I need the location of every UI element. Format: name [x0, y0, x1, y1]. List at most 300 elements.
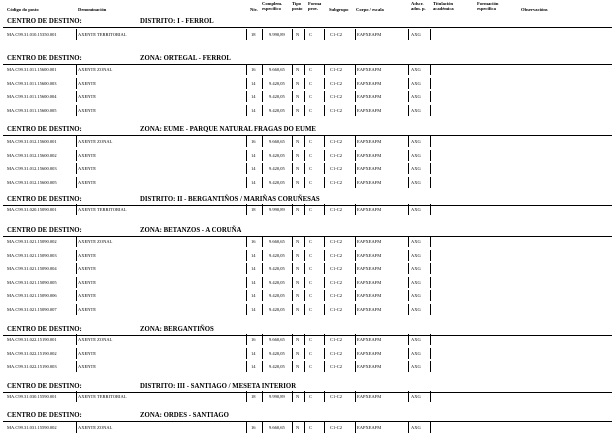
- row-forma: C: [309, 207, 313, 212]
- center-section-header: [0, 54, 615, 64]
- row-complemento: 9.660,65: [269, 337, 285, 342]
- row-forma: C: [309, 179, 313, 185]
- col-header-formacion-l1: Formación: [477, 1, 499, 6]
- cell-divider: [430, 150, 431, 161]
- cell-divider: [292, 177, 293, 188]
- cell-divider: [430, 334, 431, 345]
- cell-divider: [262, 177, 263, 188]
- cell-divider: [76, 290, 77, 301]
- row-forma: C: [309, 279, 313, 285]
- row-niv: 14: [251, 307, 256, 312]
- cell-divider: [430, 64, 431, 75]
- cell-divider: [408, 204, 409, 215]
- table-row: [0, 263, 615, 274]
- row-subgrupo: C1-C2: [330, 279, 343, 285]
- cell-divider: [292, 91, 293, 102]
- row-code: MA.C99.31.010.15350.001: [7, 32, 57, 37]
- row-subgrupo: C1-C2: [330, 394, 343, 399]
- row-corpo: EAPXEAFM: [357, 32, 382, 37]
- cell-divider: [324, 136, 325, 147]
- cell-divider: [355, 361, 356, 372]
- cell-divider: [262, 290, 263, 301]
- cell-divider: [408, 150, 409, 161]
- cell-divider: [292, 250, 293, 261]
- row-complemento: 9.420,05: [269, 279, 285, 285]
- cell-divider: [355, 304, 356, 315]
- table-row: [0, 64, 615, 75]
- center-name: DISTRITO: I - FERROL: [140, 18, 214, 25]
- row-denominacion: AXENTE TERRITORIAL: [78, 32, 127, 37]
- cell-divider: [408, 422, 409, 433]
- row-adscripcion: AXG: [411, 425, 421, 430]
- cell-divider: [246, 29, 247, 40]
- row-subgrupo: C1-C2: [330, 293, 343, 299]
- row-adscripcion: AXG: [411, 67, 421, 72]
- cell-divider: [304, 105, 305, 116]
- row-subgrupo: C1-C2: [330, 152, 343, 158]
- row-complemento: 9.660,65: [269, 239, 285, 244]
- cell-divider: [262, 422, 263, 433]
- row-code: MA.C99.31.021.15090.002: [7, 239, 57, 244]
- cell-divider: [262, 64, 263, 75]
- row-tipo: N: [296, 152, 300, 158]
- col-header-adscr-l1: Adscr.: [411, 1, 424, 6]
- row-adscripcion: AXG: [411, 293, 421, 299]
- cell-divider: [304, 163, 305, 174]
- cell-divider: [304, 361, 305, 372]
- row-corpo: EAPXEAFM: [357, 179, 382, 185]
- row-niv: 14: [251, 107, 256, 113]
- cell-divider: [246, 348, 247, 359]
- row-subgrupo: C1-C2: [330, 107, 343, 113]
- row-subgrupo: C1-C2: [330, 266, 343, 272]
- cell-divider: [292, 277, 293, 288]
- row-adscripcion: AXG: [411, 252, 421, 258]
- cell-divider: [262, 391, 263, 402]
- row-code: MA.C99.31.030.15590.001: [7, 394, 57, 399]
- cell-divider: [304, 91, 305, 102]
- cell-divider: [292, 78, 293, 89]
- col-header-titulacion-l2: académica: [433, 6, 454, 12]
- cell-divider: [292, 263, 293, 274]
- center-name: ZONA: ORTEGAL - FERROL: [140, 55, 231, 62]
- cell-divider: [262, 236, 263, 247]
- row-subgrupo: C1-C2: [330, 139, 343, 144]
- row-adscripcion: AXG: [411, 207, 421, 212]
- row-subgrupo: C1-C2: [330, 425, 343, 430]
- row-corpo: EAPXEAFM: [357, 293, 382, 299]
- row-denominacion: AXENTE: [78, 350, 96, 356]
- row-forma: C: [309, 266, 313, 272]
- cell-divider: [355, 177, 356, 188]
- row-subgrupo: C1-C2: [330, 337, 343, 342]
- row-subgrupo: C1-C2: [330, 166, 343, 172]
- cell-divider: [246, 150, 247, 161]
- center-section-header: [0, 17, 615, 27]
- cell-divider: [324, 391, 325, 402]
- row-denominacion: AXENTE: [78, 364, 96, 370]
- row-adscripcion: AXG: [411, 166, 421, 172]
- row-niv: 16: [251, 67, 256, 72]
- center-name: DISTRITO: III - SANTIAGO / MESETA INTERIOR: [140, 383, 297, 390]
- row-niv: 16: [251, 239, 256, 244]
- cell-divider: [408, 177, 409, 188]
- cell-divider: [324, 150, 325, 161]
- cell-divider: [76, 163, 77, 174]
- row-corpo: EAPXEAFM: [357, 80, 382, 86]
- col-header-forma-l1: Forma: [308, 1, 322, 6]
- cell-divider: [355, 29, 356, 40]
- row-code: MA.C99.31.012.15600.005: [7, 179, 57, 185]
- row-complemento: 9.420,05: [269, 364, 285, 370]
- row-corpo: EAPXEAFM: [357, 152, 382, 158]
- cell-divider: [76, 277, 77, 288]
- table-row: [0, 91, 615, 102]
- center-label: CENTRO DE DESTINO:: [7, 55, 82, 62]
- row-corpo: EAPXEAFM: [357, 139, 382, 144]
- row-niv: 14: [251, 266, 256, 272]
- row-tipo: N: [296, 279, 300, 285]
- cell-divider: [76, 91, 77, 102]
- table-row: [0, 78, 615, 89]
- row-subgrupo: C1-C2: [330, 94, 343, 100]
- row-corpo: EAPXEAFM: [357, 279, 382, 285]
- cell-divider: [355, 250, 356, 261]
- cell-divider: [408, 105, 409, 116]
- row-forma: C: [309, 107, 313, 113]
- row-forma: C: [309, 425, 313, 430]
- table-row: [0, 105, 615, 116]
- center-name: ZONA: BETANZOS - A CORUÑA: [140, 227, 242, 234]
- row-complemento: 9.420,05: [269, 166, 285, 172]
- row-adscripcion: AXG: [411, 107, 421, 113]
- row-complemento: 9.420,05: [269, 266, 285, 272]
- col-header-forma-l2: prov.: [308, 6, 318, 12]
- cell-divider: [408, 277, 409, 288]
- row-denominacion: AXENTE ZONAL: [78, 239, 113, 244]
- cell-divider: [430, 391, 431, 402]
- cell-divider: [430, 204, 431, 215]
- cell-divider: [324, 277, 325, 288]
- row-adscripcion: AXG: [411, 337, 421, 342]
- row-corpo: EAPXEAFM: [357, 337, 382, 342]
- section-rule: [3, 27, 612, 28]
- row-code: MA.C99.31.012.15600.003: [7, 166, 57, 172]
- row-denominacion: AXENTE ZONAL: [78, 337, 113, 342]
- row-complemento: 9.420,05: [269, 293, 285, 299]
- cell-divider: [262, 78, 263, 89]
- row-corpo: EAPXEAFM: [357, 67, 382, 72]
- cell-divider: [246, 78, 247, 89]
- center-name: DISTRITO: II - BERGANTIÑOS / MARIÑAS CORUÑESAS: [140, 196, 320, 203]
- cell-divider: [246, 250, 247, 261]
- cell-divider: [292, 105, 293, 116]
- cell-divider: [292, 304, 293, 315]
- row-tipo: N: [296, 293, 300, 299]
- row-complemento: 9.420,05: [269, 252, 285, 258]
- row-tipo: N: [296, 166, 300, 172]
- cell-divider: [324, 361, 325, 372]
- cell-divider: [408, 348, 409, 359]
- row-niv: 16: [251, 425, 256, 430]
- row-adscripcion: AXG: [411, 32, 421, 37]
- cell-divider: [355, 391, 356, 402]
- col-header-complem-l2: específico: [262, 6, 281, 12]
- cell-divider: [324, 334, 325, 345]
- row-forma: C: [309, 166, 313, 172]
- cell-divider: [355, 91, 356, 102]
- cell-divider: [246, 290, 247, 301]
- cell-divider: [76, 334, 77, 345]
- cell-divider: [246, 136, 247, 147]
- cell-divider: [304, 348, 305, 359]
- cell-divider: [76, 236, 77, 247]
- cell-divider: [76, 422, 77, 433]
- cell-divider: [304, 422, 305, 433]
- cell-divider: [324, 105, 325, 116]
- row-corpo: EAPXEAFM: [357, 107, 382, 113]
- row-tipo: N: [296, 32, 300, 37]
- cell-divider: [408, 391, 409, 402]
- cell-divider: [355, 105, 356, 116]
- row-code: MA.C99.31.021.15090.003: [7, 252, 57, 258]
- row-adscripcion: AXG: [411, 266, 421, 272]
- row-forma: C: [309, 307, 313, 312]
- row-corpo: EAPXEAFM: [357, 94, 382, 100]
- cell-divider: [262, 263, 263, 274]
- row-denominacion: AXENTE: [78, 166, 96, 172]
- row-niv: 14: [251, 350, 256, 356]
- table-row: [0, 391, 615, 402]
- row-tipo: N: [296, 80, 300, 86]
- cell-divider: [262, 136, 263, 147]
- row-code: MA.C99.31.022.15190.002: [7, 350, 57, 356]
- cell-divider: [246, 422, 247, 433]
- row-subgrupo: C1-C2: [330, 207, 343, 212]
- row-niv: 14: [251, 293, 256, 299]
- row-complemento: 9.660,65: [269, 139, 285, 144]
- cell-divider: [430, 236, 431, 247]
- cell-divider: [430, 105, 431, 116]
- cell-divider: [355, 136, 356, 147]
- row-forma: C: [309, 152, 313, 158]
- cell-divider: [262, 163, 263, 174]
- cell-divider: [292, 348, 293, 359]
- cell-divider: [324, 263, 325, 274]
- cell-divider: [292, 163, 293, 174]
- row-complemento: 9.420,05: [269, 107, 285, 113]
- cell-divider: [292, 136, 293, 147]
- row-adscripcion: AXG: [411, 80, 421, 86]
- cell-divider: [355, 163, 356, 174]
- row-forma: C: [309, 293, 313, 299]
- row-forma: C: [309, 80, 313, 86]
- row-corpo: EAPXEAFM: [357, 266, 382, 272]
- center-label: CENTRO DE DESTINO:: [7, 196, 82, 203]
- row-tipo: N: [296, 107, 300, 113]
- row-complemento: 9.990,89: [269, 394, 285, 399]
- row-corpo: EAPXEAFM: [357, 166, 382, 172]
- cell-divider: [292, 204, 293, 215]
- row-adscripcion: AXG: [411, 94, 421, 100]
- row-code: MA.C99.31.022.15190.001: [7, 337, 57, 342]
- cell-divider: [355, 290, 356, 301]
- cell-divider: [324, 163, 325, 174]
- table-row: [0, 290, 615, 301]
- table-row: [0, 422, 615, 433]
- cell-divider: [408, 29, 409, 40]
- cell-divider: [304, 391, 305, 402]
- row-complemento: 9.660,65: [269, 67, 285, 72]
- cell-divider: [408, 304, 409, 315]
- center-label: CENTRO DE DESTINO:: [7, 383, 82, 390]
- cell-divider: [246, 277, 247, 288]
- center-label: CENTRO DE DESTINO:: [7, 18, 82, 25]
- row-corpo: EAPXEAFM: [357, 364, 382, 370]
- col-header-complem: [262, 1, 282, 12]
- row-corpo: EAPXEAFM: [357, 252, 382, 258]
- row-subgrupo: C1-C2: [330, 364, 343, 370]
- row-code: MA.C99.31.031.15590.002: [7, 425, 57, 430]
- row-code: MA.C99.31.011.15600.001: [7, 67, 57, 72]
- col-header-niv: Niv.: [250, 7, 258, 12]
- cell-divider: [355, 422, 356, 433]
- col-header-corpo: Corpo / escala: [356, 7, 384, 12]
- row-forma: C: [309, 239, 313, 244]
- cell-divider: [246, 334, 247, 345]
- cell-divider: [76, 391, 77, 402]
- cell-divider: [324, 422, 325, 433]
- cell-divider: [408, 136, 409, 147]
- table-row: [0, 163, 615, 174]
- col-header-formacion-l2: específica: [477, 6, 496, 12]
- cell-divider: [430, 361, 431, 372]
- cell-divider: [292, 236, 293, 247]
- row-code: MA.C99.31.021.15090.006: [7, 293, 57, 299]
- row-denominacion: AXENTE: [78, 266, 96, 272]
- cell-divider: [324, 204, 325, 215]
- row-niv: 14: [251, 179, 256, 185]
- row-complemento: 9.990,89: [269, 207, 285, 212]
- row-code: MA.C99.31.011.15600.004: [7, 94, 57, 100]
- row-subgrupo: C1-C2: [330, 252, 343, 258]
- cell-divider: [430, 277, 431, 288]
- col-header-titulacion-l1: Titulación: [433, 1, 454, 6]
- table-row: [0, 277, 615, 288]
- col-header-denominacion: Denominación: [78, 7, 107, 12]
- cell-divider: [430, 78, 431, 89]
- row-code: MA.C99.31.012.15600.001: [7, 139, 57, 144]
- center-section-header: [0, 226, 615, 236]
- cell-divider: [430, 290, 431, 301]
- cell-divider: [246, 236, 247, 247]
- cell-divider: [76, 361, 77, 372]
- cell-divider: [246, 204, 247, 215]
- col-header-tipo-l2: posto: [292, 6, 303, 12]
- row-corpo: EAPXEAFM: [357, 207, 382, 212]
- col-header-titulacion: [433, 1, 454, 12]
- table-row: [0, 29, 615, 40]
- cell-divider: [324, 250, 325, 261]
- cell-divider: [324, 304, 325, 315]
- row-tipo: N: [296, 139, 300, 144]
- center-label: CENTRO DE DESTINO:: [7, 412, 82, 419]
- row-forma: C: [309, 32, 313, 37]
- row-adscripcion: AXG: [411, 239, 421, 244]
- cell-divider: [430, 177, 431, 188]
- cell-divider: [408, 250, 409, 261]
- cell-divider: [324, 29, 325, 40]
- row-tipo: N: [296, 425, 300, 430]
- row-niv: 16: [251, 337, 256, 342]
- cell-divider: [304, 29, 305, 40]
- center-name: ZONA: EUME - PARQUE NATURAL FRAGAS DO EUME: [140, 126, 316, 133]
- row-forma: C: [309, 139, 313, 144]
- table-row: [0, 304, 615, 315]
- cell-divider: [304, 236, 305, 247]
- cell-divider: [76, 64, 77, 75]
- cell-divider: [246, 263, 247, 274]
- col-header-complem-l1: Complem.: [262, 1, 283, 6]
- row-niv: 16: [251, 139, 256, 144]
- col-header-adscr-l2: adm. p.: [411, 6, 426, 12]
- row-forma: C: [309, 67, 313, 72]
- cell-divider: [246, 163, 247, 174]
- row-code: MA.C99.31.021.15090.004: [7, 266, 57, 272]
- row-adscripcion: AXG: [411, 364, 421, 370]
- row-complemento: 9.660,65: [269, 425, 285, 430]
- col-header-formacion: [477, 1, 498, 12]
- row-tipo: N: [296, 337, 300, 342]
- cell-divider: [304, 204, 305, 215]
- cell-divider: [430, 422, 431, 433]
- cell-divider: [430, 29, 431, 40]
- row-complemento: 9.420,05: [269, 152, 285, 158]
- row-tipo: N: [296, 394, 300, 399]
- cell-divider: [246, 64, 247, 75]
- cell-divider: [76, 177, 77, 188]
- row-tipo: N: [296, 252, 300, 258]
- cell-divider: [430, 263, 431, 274]
- cell-divider: [324, 177, 325, 188]
- cell-divider: [76, 263, 77, 274]
- cell-divider: [304, 64, 305, 75]
- row-complemento: 9.420,05: [269, 350, 285, 356]
- col-header-codigo: Código do posto: [7, 7, 39, 12]
- cell-divider: [304, 150, 305, 161]
- row-tipo: N: [296, 67, 300, 72]
- row-niv: 14: [251, 252, 256, 258]
- cell-divider: [304, 334, 305, 345]
- row-subgrupo: C1-C2: [330, 179, 343, 185]
- row-adscripcion: AXG: [411, 307, 421, 312]
- cell-divider: [292, 334, 293, 345]
- row-niv: 18: [251, 32, 256, 37]
- cell-divider: [430, 163, 431, 174]
- cell-divider: [408, 334, 409, 345]
- cell-divider: [292, 290, 293, 301]
- col-header-adscr: [411, 1, 426, 12]
- row-subgrupo: C1-C2: [330, 32, 343, 37]
- row-corpo: EAPXEAFM: [357, 307, 382, 312]
- row-adscripcion: AXG: [411, 139, 421, 144]
- cell-divider: [408, 163, 409, 174]
- row-subgrupo: C1-C2: [330, 350, 343, 356]
- row-denominacion: AXENTE: [78, 252, 96, 258]
- row-denominacion: AXENTE: [78, 293, 96, 299]
- table-row: [0, 150, 615, 161]
- cell-divider: [304, 250, 305, 261]
